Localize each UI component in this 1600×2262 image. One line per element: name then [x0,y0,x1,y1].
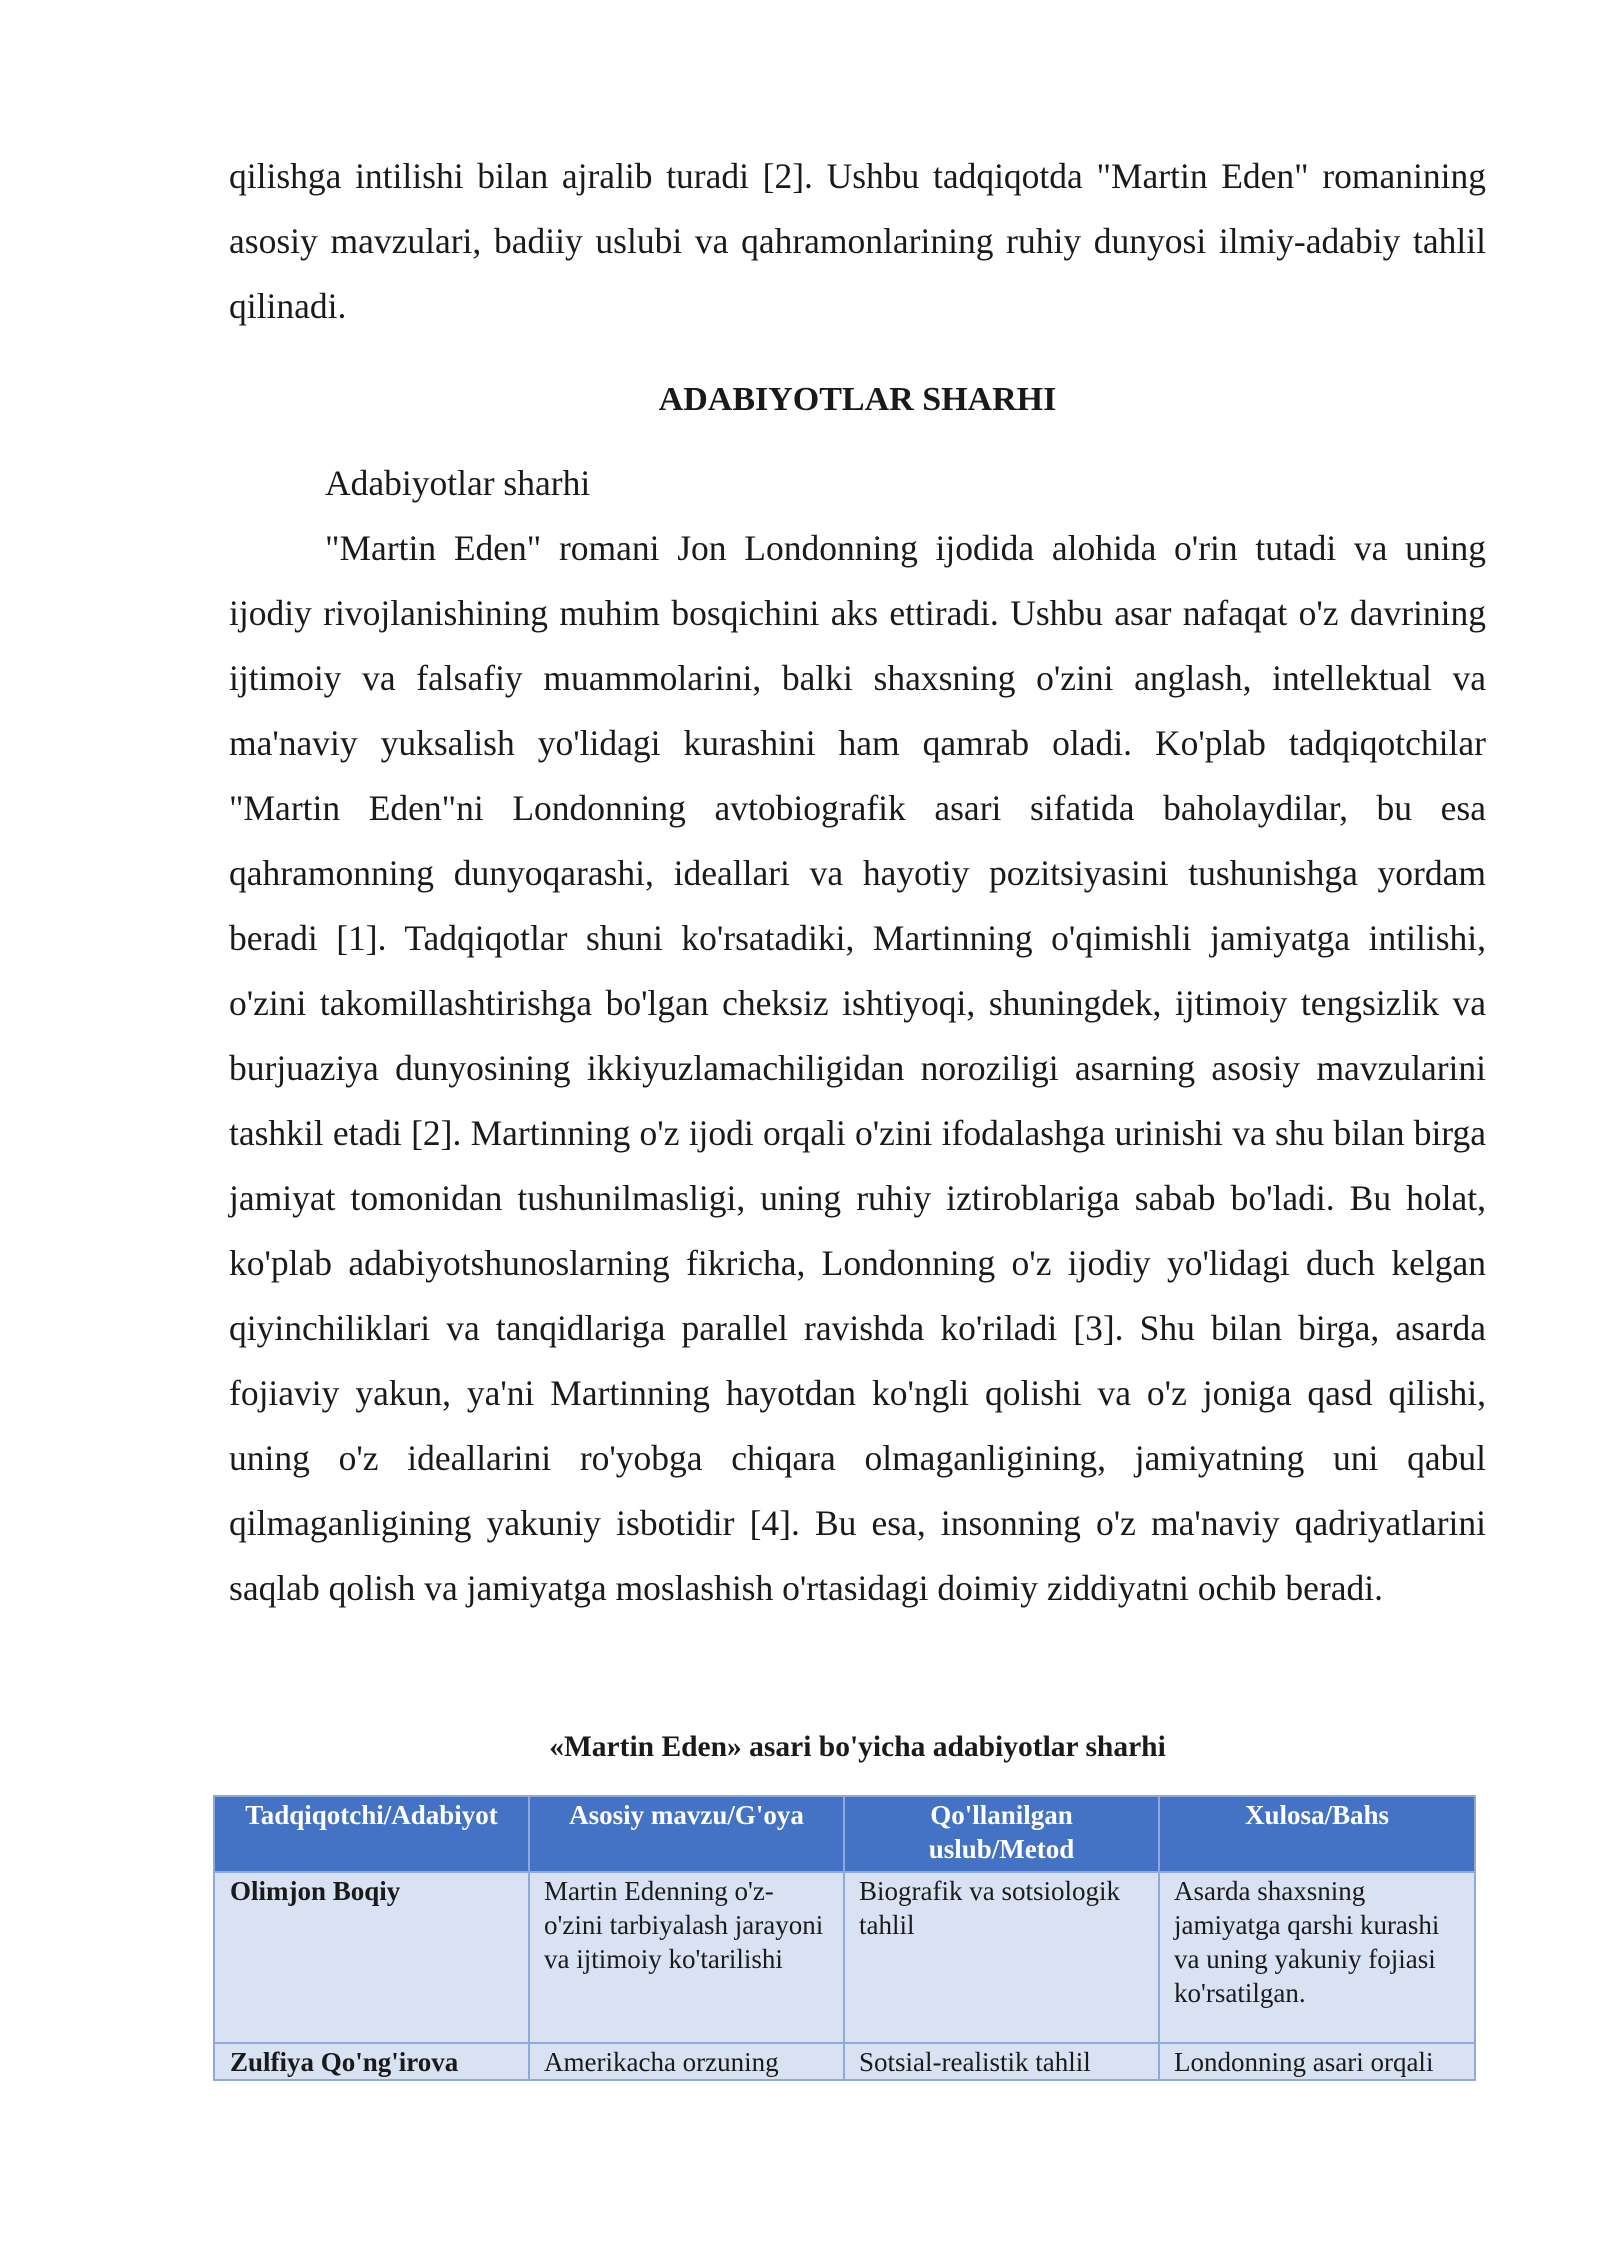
table-row [214,1872,1475,2043]
section-heading: ADABIYOTLAR SHARHI [658,381,1057,418]
intro-paragraph: qilishga intilishi bilan ajralib turadi [2]. Ushbu tadqiqotda "Martin Eden" romanining asosiy mavzulari, badiiy uslubi va qahramonlarining ruhiy dunyosi ilmiy-adabiy tahlil qilinadi. [229,156,1486,326]
table-caption: «Martin Eden» asari bo'yicha adabiyotlar sharhi [549,1731,1166,1763]
cell-conclusion: Londonning asari orqali [1159,2043,1475,2080]
cell-researcher: Zulfiya Qo'ng'irova [214,2043,529,2080]
cell-method: Biografik va sotsiologik tahlil [844,1872,1159,2043]
cell-main-theme: Martin Edenning o'z-o'zini tarbiyalash jarayoni va ijtimoiy ko'tarilishi [529,1872,844,2043]
header-main-theme: Asosiy mavzu/G'oya [529,1796,844,1872]
table-row [214,2043,1475,2080]
cell-method: Sotsial-realistik tahlil [844,2043,1159,2080]
header-conclusion: Xulosa/Bahs [1159,1796,1475,1872]
header-method: Qo'llanilgan uslub/Metod [844,1796,1159,1872]
cell-researcher: Olimjon Boqiy [214,1872,529,2043]
cell-conclusion: Asarda shaxsning jamiyatga qarshi kurashi va uning yakuniy fojiasi ko'rsatilgan. [1159,1872,1475,2043]
literature-review-table [213,1795,1476,2081]
main-paragraph: "Martin Eden" romani Jon Londonning ijodida alohida o'rin tutadi va uning ijodiy rivojlanishining muhim bosqichini aks ettiradi. Ushbu asar nafaqat o'z davrining ijtimoiy va falsafiy muammolarini, balki shaxsning o'zini anglash, intellektual va ma'naviy yuksalish yo'lidagi kurashini ham qamrab oladi. Ko'plab tadqiqotchilar "Martin Eden"ni Londonning avtobiografik asari sifatida baholaydilar, bu esa qahramonning dunyoqarashi, ideallari va hayotiy pozitsiyasini tushunishga yordam beradi [1]. Tadqiqotlar shuni ko'rsatadiki, Martinning o'qimishli jamiyatga intilishi, o'zini takomillashtirishga bo'lgan cheksiz ishtiyoqi, shuningdek, ijtimoiy tengsizlik va burjuaziya dunyosining ikkiyuzlamachiligidan noroziligi asarning asosiy mavzularini tashkil etadi [2]. Martinning o'z ijodi orqali o'zini ifodalashga urinishi va shu bilan birga jamiyat tomonidan tushunilmasligi, uning ruhiy iztiroblariga sabab bo'ladi. Bu holat, ko'plab adabiyotshunoslarning fikricha, Londonning o'z ijodiy yo'lidagi duch kelgan qiyinchiliklari va tanqidlariga parallel ravishda ko'riladi [3]. Shu bilan birga, asarda fojiaviy yakun, ya'ni Martinning hayotdan ko'ngli qolishi va o'z joniga qasd qilishi, uning o'z ideallarini ro'yobga chiqara olmaganligining, jamiyatning uni qabul qilmaganligining yakuniy isbotidir [4]. Bu esa, insonning o'z ma'naviy qadriyatlarini saqlab qolish va jamiyatga moslashish o'rtasidagi doimiy ziddiyatni ochib beradi. [229,528,1486,1608]
subheading: Adabiyotlar sharhi [325,463,591,503]
header-researcher: Tadqiqotchi/Adabiyot [214,1796,529,1872]
cell-main-theme: Amerikacha orzuning [529,2043,844,2080]
table-header-row [214,1796,1475,1872]
